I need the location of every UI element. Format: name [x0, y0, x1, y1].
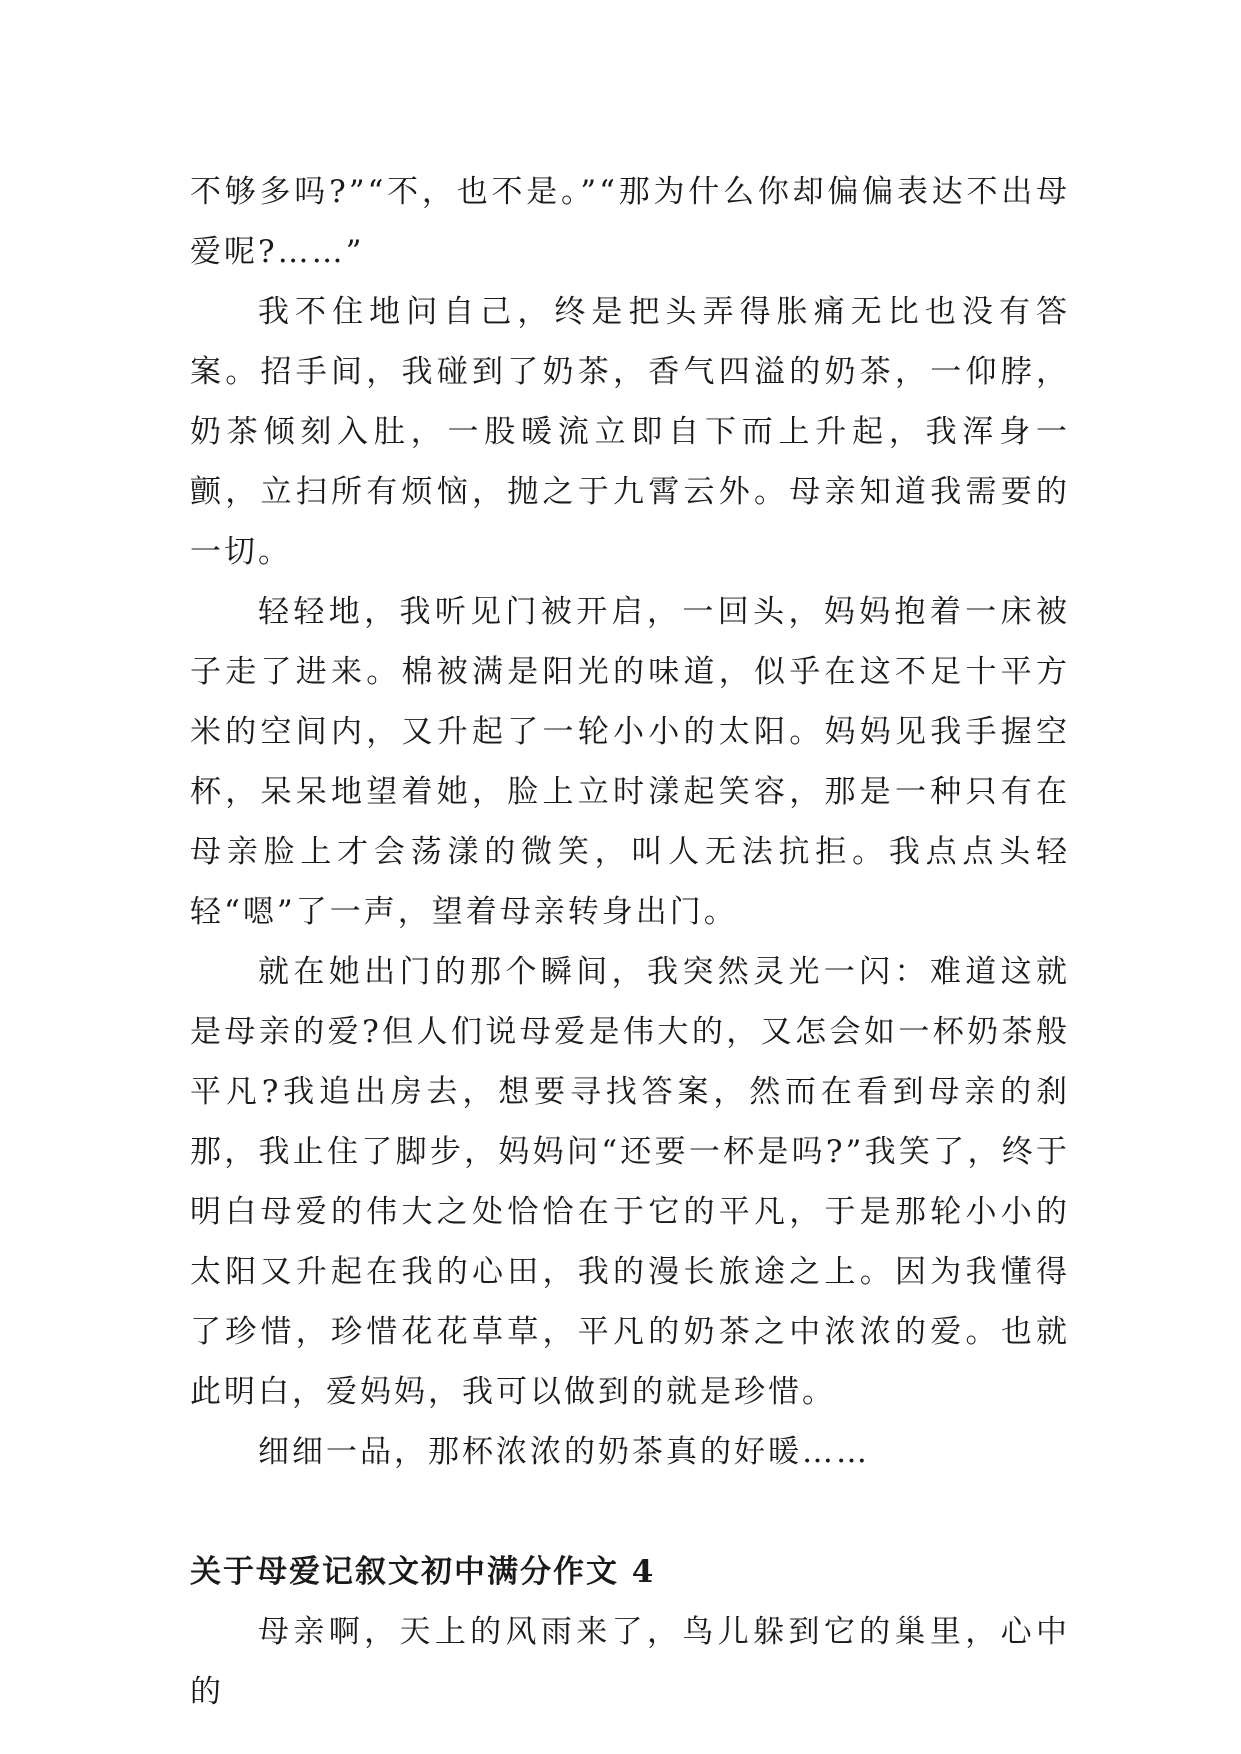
document-body [190, 162, 1070, 1722]
paragraph: 母亲啊，天上的风雨来了，鸟儿躲到它的巢里，心中的 [190, 1614, 1070, 1710]
paragraph-continuation: 不够多吗?”“不，也不是。”“那为什么你却偏偏表达不出母爱呢?……” [190, 174, 1070, 270]
paragraph: 就在她出门的那个瞬间，我突然灵光一闪：难道这就是母亲的爱?但人们说母爱是伟大的，又怎会如一杯奶茶般平凡?我追出房去，想要寻找答案，然而在看到母亲的刹那，我止住了脚步，妈妈问“还要一杯是吗?”我笑了，终于明白母爱的伟大之处恰恰在于它的平凡，于是那轮小小的太阳又升起在我的心田，我的漫长旅途之上。因为我懂得了珍惜，珍惜花花草草，平凡的奶茶之中浓浓的爱。也就此明白，爱妈妈，我可以做到的就是珍惜。 [190, 954, 1070, 1410]
section-title: 关于母爱记叙文初中满分作文 4 [190, 1554, 656, 1590]
paragraph: 轻轻地，我听见门被开启，一回头，妈妈抱着一床被子走了进来。棉被满是阳光的味道，似乎在这不足十平方米的空间内，又升起了一轮小小的太阳。妈妈见我手握空杯，呆呆地望着她，脸上立时漾起笑容，那是一种只有在母亲脸上才会荡漾的微笑，叫人无法抗拒。我点点头轻轻“嗯”了一声，望着母亲转身出门。 [190, 594, 1070, 930]
paragraph: 细细一品，那杯浓浓的奶茶真的好暖…… [258, 1434, 870, 1470]
paragraph: 我不住地问自己，终是把头弄得胀痛无比也没有答案。招手间，我碰到了奶茶，香气四溢的奶茶，一仰脖，奶茶倾刻入肚，一股暖流立即自下而上升起，我浑身一颤，立扫所有烦恼，抛之于九霄云外。母亲知道我需要的一切。 [190, 294, 1070, 570]
